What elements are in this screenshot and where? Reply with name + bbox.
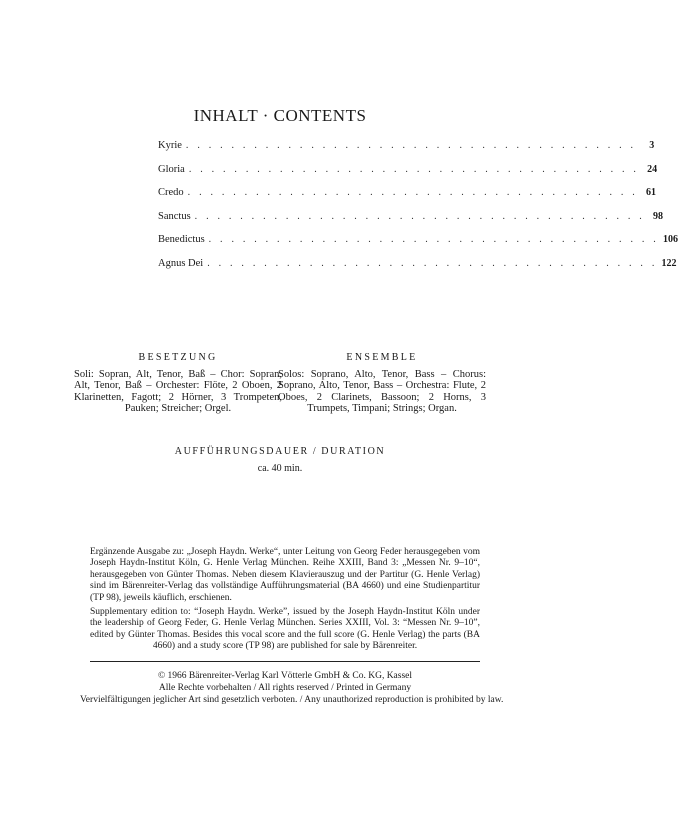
reproduction-notice: Vervielfältigungen jeglicher Art sind gesetzlich verboten. / Any unauthorized reproduction is prohibited by law. [80, 695, 504, 706]
toc-entry-page: 61 [645, 187, 656, 198]
toc-leader: . . . . . . . . . . . . . . . . . . . . . . . . . . . . . . . . . . . . . . . . [208, 234, 659, 245]
toc-entry-page: 3 [649, 140, 655, 151]
supplement-note-german: Ergänzende Ausgabe zu: „Joseph Haydn. Werke“, unter Leitung von Georg Feder herausgegeben vom Joseph Haydn-Institut Köln, G. Henle Verlag München. Reihe XXIII, Band 3: „Messen Nr. 9–10“, herausgegeben von Günter Thomas. Neben diesem Klavierauszug und der Partitur (G. Henle Verlag) sind im Bärenreiter-Verlag das vollständige Aufführungsmaterial (BA 4660) und eine Studienpartitur (TP 98), jeweils käuflich, erschienen. [90, 547, 480, 603]
ensemble-text: Solos: Soprano, Alto, Tenor, Bass – Chorus: Soprano, Alto, Tenor, Bass – Orchestra: Flute, 2 Oboes, 2 Clarinets, Bassoon; 2 Horns, 3 Trumpets, Timpani; Strings; Organ. [278, 368, 486, 415]
besetzung-section [74, 352, 282, 415]
toc-leader: . . . . . . . . . . . . . . . . . . . . . . . . . . . . . . . . . . . . . . . . [194, 210, 645, 222]
toc-entry-label: Credo [158, 187, 184, 198]
toc-leader: . . . . . . . . . . . . . . . . . . . . . . . . . . . . . . . . . . . . . . . . [187, 187, 638, 198]
divider-rule [90, 661, 480, 662]
toc-entry-page: 122 [661, 257, 677, 269]
toc-leader: . . . . . . . . . . . . . . . . . . . . . . . . . . . . . . . . . . . . . . . . [185, 140, 637, 151]
toc-entry-credo [158, 187, 656, 211]
table-of-contents [158, 140, 678, 281]
toc-leader: . . . . . . . . . . . . . . . . . . . . . . . . . . . . . . . . . . . . . . . . [188, 163, 640, 175]
toc-entry-label: Sanctus [158, 210, 191, 222]
toc-entry-page: 98 [652, 210, 663, 222]
supplement-note-english: Supplementary edition to: “Joseph Haydn. Werke”, issued by the Joseph Haydn-Institut Köln under the leadership of Georg Feder, G. Henle Verlag München. Series XXIII, Vol. 3: “Messen Nr. 9–10”, edited by Günter Thomas. Besides this vocal score and the full score (G. Henle Verlag) the parts (BA 4660) and a study score (TP 98) are published for sale by Bärenreiter. [90, 607, 480, 652]
toc-entry-page: 24 [647, 163, 658, 175]
toc-entry-agnus-dei [158, 257, 677, 282]
toc-entry-gloria [158, 163, 658, 188]
toc-entry-label: Agnus Dei [158, 257, 204, 269]
besetzung-text: Soli: Sopran, Alt, Tenor, Baß – Chor: Sopran, Alt, Tenor, Baß – Orchester: Flöte, 2 Oboen, 2 Klarinetten, Fagott; 2 Hörner, 3 Trompeten, Pauken; Streicher; Orgel. [74, 368, 282, 415]
toc-entry-label: Gloria [158, 163, 185, 175]
besetzung-heading: BESETZUNG [138, 352, 218, 363]
toc-entry-benedictus [158, 234, 678, 258]
ensemble-heading: ENSEMBLE [346, 352, 418, 363]
duration-value: ca. 40 min. [257, 463, 303, 474]
toc-entry-sanctus [158, 210, 663, 235]
copyright-line: © 1966 Bärenreiter-Verlag Karl Vötterle GmbH & Co. KG, Kassel [157, 671, 413, 681]
duration-heading: AUFFÜHRUNGSDAUER / DURATION [174, 446, 386, 457]
toc-entry-label: Kyrie [158, 140, 182, 151]
copyright-block [80, 670, 504, 707]
toc-entry-label: Benedictus [158, 234, 205, 245]
ensemble-section [278, 352, 486, 415]
rights-line: Alle Rechte vorbehalten / All rights reserved / Printed in Germany [158, 683, 412, 694]
toc-entry-page: 106 [662, 234, 678, 245]
toc-entry-kyrie [158, 140, 655, 164]
contents-title: INHALT · CONTENTS [193, 106, 367, 125]
toc-leader: . . . . . . . . . . . . . . . . . . . . . . . . . . . . . . . . . . . . . . . . [207, 257, 658, 269]
